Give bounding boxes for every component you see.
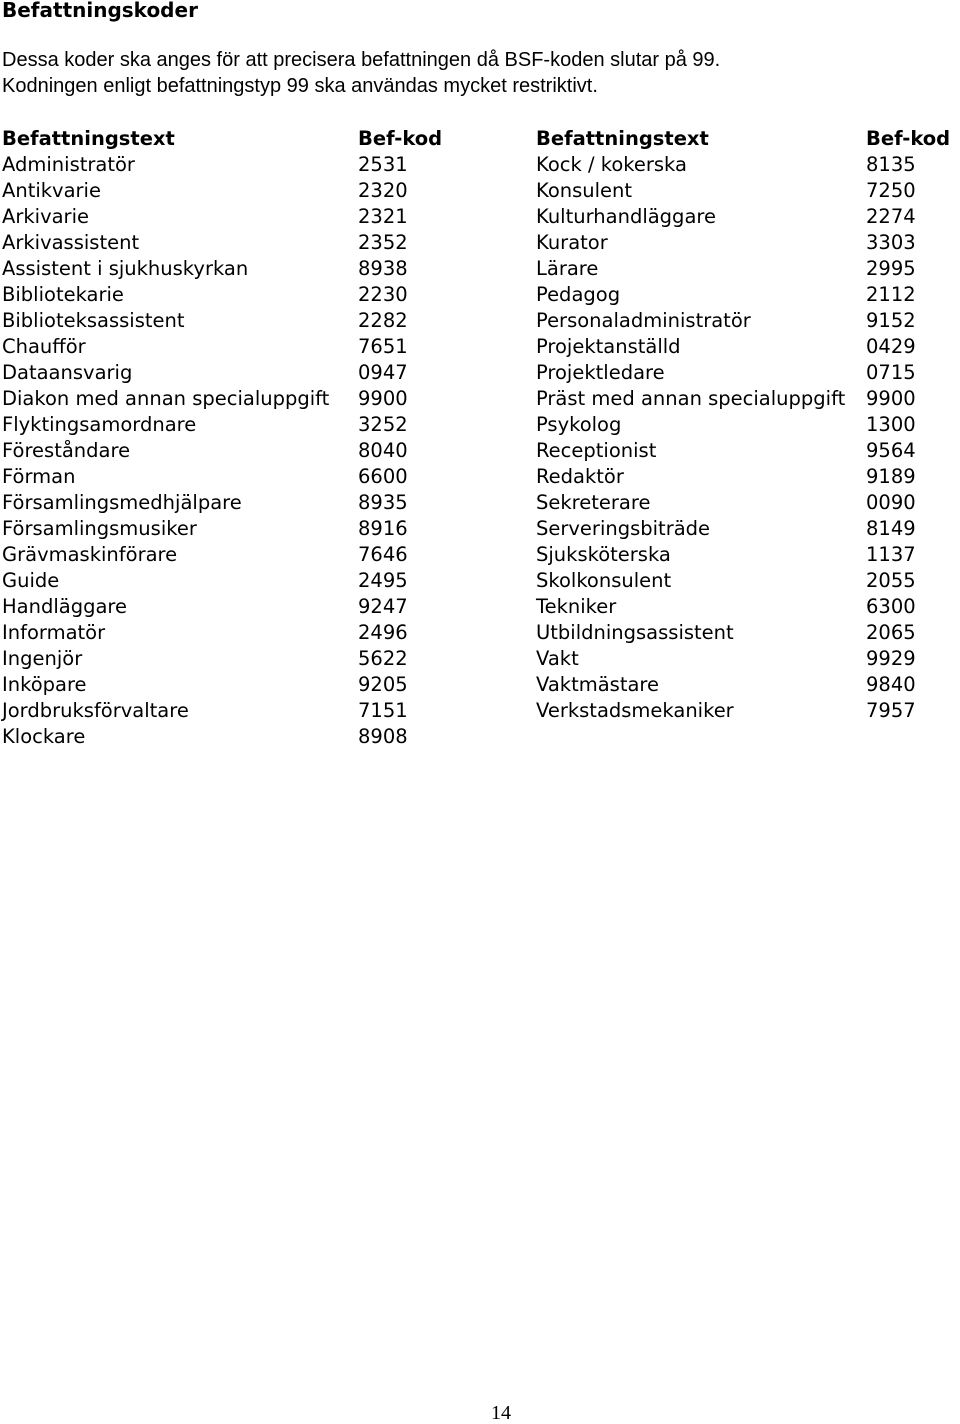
position-code-cell: 8935	[358, 491, 408, 514]
table-row	[0, 230, 960, 256]
position-text-cell: Klockare	[2, 725, 86, 748]
position-text-cell: Chaufför	[2, 335, 86, 358]
position-code-cell: 2274	[866, 205, 916, 228]
position-code-cell: 7151	[358, 699, 408, 722]
position-code-cell: 2282	[358, 309, 408, 332]
position-code-cell	[864, 724, 960, 750]
position-code-cell: 2995	[866, 257, 916, 280]
position-code-cell: 7651	[358, 335, 408, 358]
position-code-cell: 9564	[866, 439, 916, 462]
position-text-cell: Bibliotekarie	[2, 283, 124, 306]
position-text-cell: Sekreterare	[536, 491, 651, 514]
position-text-cell: Präst med annan specialuppgift	[536, 387, 846, 410]
position-code-cell: 1137	[866, 543, 916, 566]
position-code-cell: 2112	[866, 283, 916, 306]
position-code-cell: 2320	[358, 179, 408, 202]
page-title: Befattningskoder	[2, 0, 198, 22]
position-text-cell: Arkivarie	[2, 205, 89, 228]
position-text-cell: Personaladministratör	[536, 309, 751, 332]
position-text-cell: Serveringsbiträde	[536, 517, 711, 540]
position-text-cell: Handläggare	[2, 595, 128, 618]
position-code-cell: 2352	[358, 231, 408, 254]
page-number: 14	[491, 1402, 511, 1424]
position-text-cell: Flyktingsamordnare	[2, 413, 197, 436]
table-row	[0, 620, 960, 646]
table-row	[0, 386, 960, 412]
table-row	[0, 308, 960, 334]
table-row	[0, 516, 960, 542]
position-text-cell: Verkstadsmekaniker	[536, 699, 734, 722]
position-text-cell: Administratör	[2, 153, 135, 176]
table-row	[0, 698, 960, 724]
position-code-cell: 9929	[866, 647, 916, 670]
table-row	[0, 256, 960, 282]
position-text-cell: Assistent i sjukhuskyrkan	[2, 257, 249, 280]
column-header-position-text: Befattningstext	[2, 127, 175, 150]
position-code-cell: 0090	[866, 491, 916, 514]
position-text-cell: Vakt	[536, 647, 579, 670]
position-text-cell: Jordbruksförvaltare	[2, 699, 189, 722]
position-code-cell: 2055	[866, 569, 916, 592]
position-text-cell: Skolkonsulent	[536, 569, 672, 592]
position-code-cell: 9189	[866, 465, 916, 488]
position-text-cell: Kurator	[536, 231, 608, 254]
table-row	[0, 724, 960, 750]
position-text-cell: Församlingsmedhjälpare	[2, 491, 242, 514]
position-code-cell: 7957	[866, 699, 916, 722]
position-text-cell: Dataansvarig	[2, 361, 133, 384]
position-code-cell: 0429	[866, 335, 916, 358]
position-text-cell: Guide	[2, 569, 60, 592]
position-code-cell: 2531	[358, 153, 408, 176]
position-text-cell: Inköpare	[2, 673, 87, 696]
table-row	[0, 646, 960, 672]
position-text-cell: Redaktör	[536, 465, 624, 488]
position-text-cell: Konsulent	[536, 179, 633, 202]
position-code-cell: 8916	[358, 517, 408, 540]
position-text-cell: Informatör	[2, 621, 106, 644]
table-row	[0, 334, 960, 360]
position-code-cell: 3303	[866, 231, 916, 254]
table-row	[0, 412, 960, 438]
position-text-cell: Kulturhandläggare	[536, 205, 716, 228]
table-row	[0, 152, 960, 178]
table-row	[0, 282, 960, 308]
position-text-cell	[534, 724, 864, 750]
position-text-cell: Psykolog	[536, 413, 622, 436]
position-code-cell: 5622	[358, 647, 408, 670]
position-code-cell: 2496	[358, 621, 408, 644]
position-code-cell: 8040	[358, 439, 408, 462]
position-text-cell: Pedagog	[536, 283, 621, 306]
position-code-cell: 9900	[866, 387, 916, 410]
position-code-cell: 8908	[358, 725, 408, 748]
position-text-cell: Ingenjör	[2, 647, 83, 670]
intro-line-2: Kodningen enligt befattningstyp 99 ska användas mycket restriktivt.	[2, 75, 598, 97]
table-row	[0, 438, 960, 464]
position-code-cell: 1300	[866, 413, 916, 436]
position-code-cell: 2495	[358, 569, 408, 592]
position-text-cell: Utbildningsassistent	[536, 621, 734, 644]
position-text-cell: Biblioteksassistent	[2, 309, 185, 332]
position-text-cell: Grävmaskinförare	[2, 543, 178, 566]
position-code-cell: 7250	[866, 179, 916, 202]
table-row	[0, 204, 960, 230]
table-row	[0, 490, 960, 516]
position-text-cell: Församlingsmusiker	[2, 517, 197, 540]
position-text-cell: Projektanställd	[536, 335, 681, 358]
position-text-cell: Receptionist	[536, 439, 657, 462]
position-code-cell: 9205	[358, 673, 408, 696]
intro-text	[2, 47, 957, 99]
position-text-cell: Arkivassistent	[2, 231, 140, 254]
table-row	[0, 360, 960, 386]
position-text-cell: Lärare	[536, 257, 599, 280]
table-row	[0, 464, 960, 490]
position-code-cell: 3252	[358, 413, 408, 436]
position-code-table	[0, 126, 960, 750]
position-code-cell: 9900	[358, 387, 408, 410]
position-text-cell: Tekniker	[536, 595, 617, 618]
table-row	[0, 178, 960, 204]
position-code-cell: 6300	[866, 595, 916, 618]
column-header-position-code: Bef-kod	[866, 127, 951, 150]
table-row	[0, 594, 960, 620]
position-text-cell: Vaktmästare	[536, 673, 659, 696]
position-code-cell: 0715	[866, 361, 916, 384]
intro-line-1: Dessa koder ska anges för att precisera befattningen då BSF-koden slutar på 99.	[2, 49, 721, 71]
position-code-cell: 9152	[866, 309, 916, 332]
position-code-cell: 8135	[866, 153, 916, 176]
position-text-cell: Projektledare	[536, 361, 665, 384]
position-text-cell: Sjuksköterska	[536, 543, 671, 566]
position-text-cell: Antikvarie	[2, 179, 101, 202]
position-code-cell: 8938	[358, 257, 408, 280]
column-header-position-text: Befattningstext	[536, 127, 709, 150]
position-code-cell: 2065	[866, 621, 916, 644]
table-row	[0, 568, 960, 594]
position-code-cell: 9247	[358, 595, 408, 618]
position-code-cell: 7646	[358, 543, 408, 566]
column-header-position-code: Bef-kod	[358, 127, 443, 150]
table-row	[0, 542, 960, 568]
position-code-cell: 8149	[866, 517, 916, 540]
table-body	[0, 152, 960, 750]
table-row	[0, 672, 960, 698]
position-text-cell: Föreståndare	[2, 439, 131, 462]
position-text-cell: Förman	[2, 465, 76, 488]
position-code-cell: 2321	[358, 205, 408, 228]
position-text-cell: Kock / kokerska	[536, 153, 687, 176]
position-code-cell: 9840	[866, 673, 916, 696]
position-text-cell: Diakon med annan specialuppgift	[2, 387, 330, 410]
position-code-cell: 6600	[358, 465, 408, 488]
position-code-cell: 2230	[358, 283, 408, 306]
position-code-cell: 0947	[358, 361, 408, 384]
table-header-row	[0, 126, 960, 152]
